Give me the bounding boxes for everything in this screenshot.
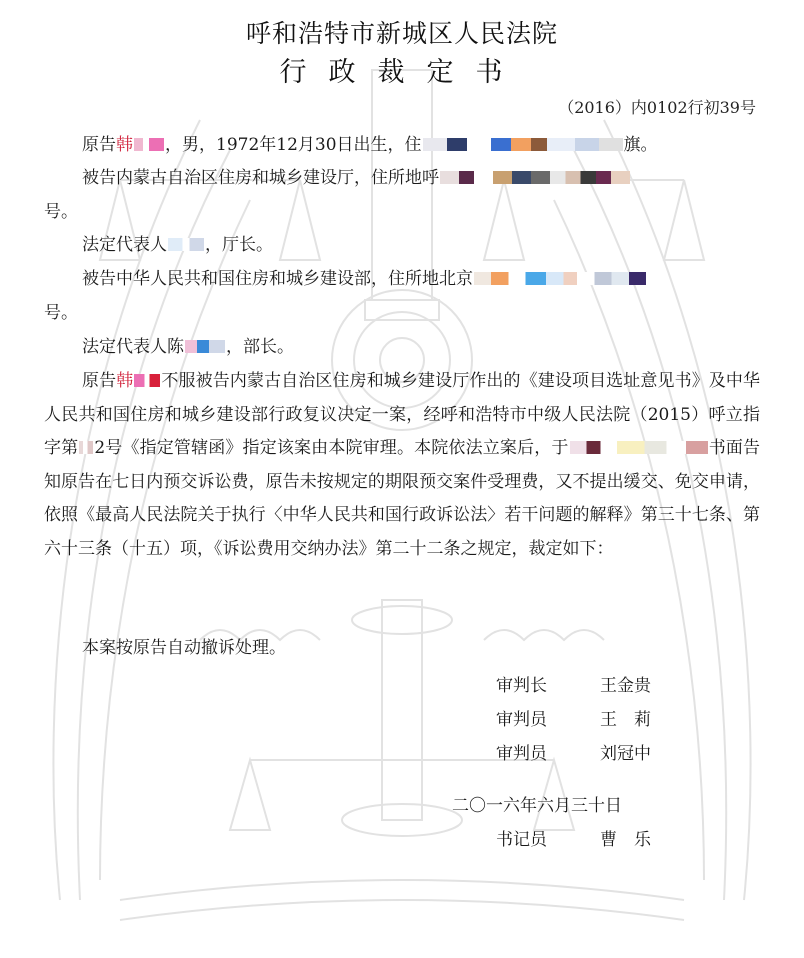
court-name: 呼和浩特市新城区人民法院 bbox=[245, 19, 558, 48]
ruling-date: 二〇一六年六月三十日 bbox=[452, 796, 622, 816]
redaction-mask bbox=[134, 374, 160, 387]
text: 被告内蒙古自治区住房和城乡建设厅，住所地呼 bbox=[82, 168, 439, 188]
document-title: 行政裁定书 bbox=[279, 57, 525, 88]
redaction-mask bbox=[474, 272, 646, 285]
text: 号。 bbox=[44, 302, 78, 323]
redaction-mask bbox=[423, 138, 623, 151]
redaction-mask bbox=[185, 340, 225, 353]
paragraph-case-facts bbox=[44, 365, 760, 566]
case-number: （2016）内0102行初39号 bbox=[558, 98, 756, 117]
paragraph-defendant-2 bbox=[44, 263, 760, 330]
redacted-name: 韩 bbox=[116, 135, 133, 155]
redaction-mask bbox=[134, 138, 164, 151]
text: 2号《指定管辖函》指定该案由本院审理。本院依法立案后，于 bbox=[94, 438, 569, 458]
redaction-mask bbox=[79, 441, 93, 454]
text: 法定代表人陈 bbox=[82, 337, 184, 357]
redaction-mask bbox=[570, 441, 708, 454]
redaction-mask bbox=[440, 171, 630, 184]
signature-name: 刘冠中 bbox=[600, 744, 651, 764]
paragraph-defendant-1 bbox=[44, 162, 760, 229]
text: 号。 bbox=[44, 201, 78, 222]
text: 被告中华人民共和国住房和城乡建设部，住所地北京 bbox=[82, 269, 473, 289]
text: 原告 bbox=[82, 135, 116, 155]
signature-role: 审判长 bbox=[496, 676, 547, 696]
signature-role: 审判员 bbox=[496, 710, 547, 730]
signature-name: 王 莉 bbox=[600, 710, 651, 730]
paragraph-ruling: 本案按原告自动撤诉处理。 bbox=[82, 638, 286, 658]
text: ，厅长。 bbox=[205, 235, 273, 255]
text: 原告 bbox=[82, 371, 117, 391]
text: ，男，1972年12月30日出生，住 bbox=[165, 135, 422, 155]
text: 书面告知原告在七日内预交诉讼费，原告未按规定的期限预交案件受理费，又不提出缓交、免交申请，依照《最高人民法院关于执行〈中华人民共和国行政诉讼法〉若干问题的解释》第三十七条、第六十三条（十五）项，《诉讼费用交纳办法》第二十二条之规定，裁定如下： bbox=[44, 438, 761, 559]
signature-role: 审判员 bbox=[496, 744, 547, 764]
clerk-role: 书记员 bbox=[496, 830, 547, 850]
redaction-mask bbox=[168, 238, 204, 251]
text: 法定代表人 bbox=[82, 235, 167, 255]
paragraph-plaintiff bbox=[44, 129, 760, 163]
clerk-name: 曹 乐 bbox=[600, 830, 651, 850]
paragraph-legal-rep-2 bbox=[44, 331, 760, 365]
signature-name: 王金贵 bbox=[600, 676, 651, 696]
paragraph-legal-rep-1 bbox=[44, 229, 760, 263]
redacted-name: 韩 bbox=[116, 371, 134, 391]
text: 旗。 bbox=[623, 135, 658, 155]
text: 不服被告内蒙古自治区住房和城乡建设厅作出的《建设项目选址意见书》及中华人民共和国住房和城乡建设部行政复议决定一案，经呼和浩特市中级人民法院（2015）呼立指字第 bbox=[44, 371, 761, 458]
text: ，部长。 bbox=[226, 337, 294, 357]
